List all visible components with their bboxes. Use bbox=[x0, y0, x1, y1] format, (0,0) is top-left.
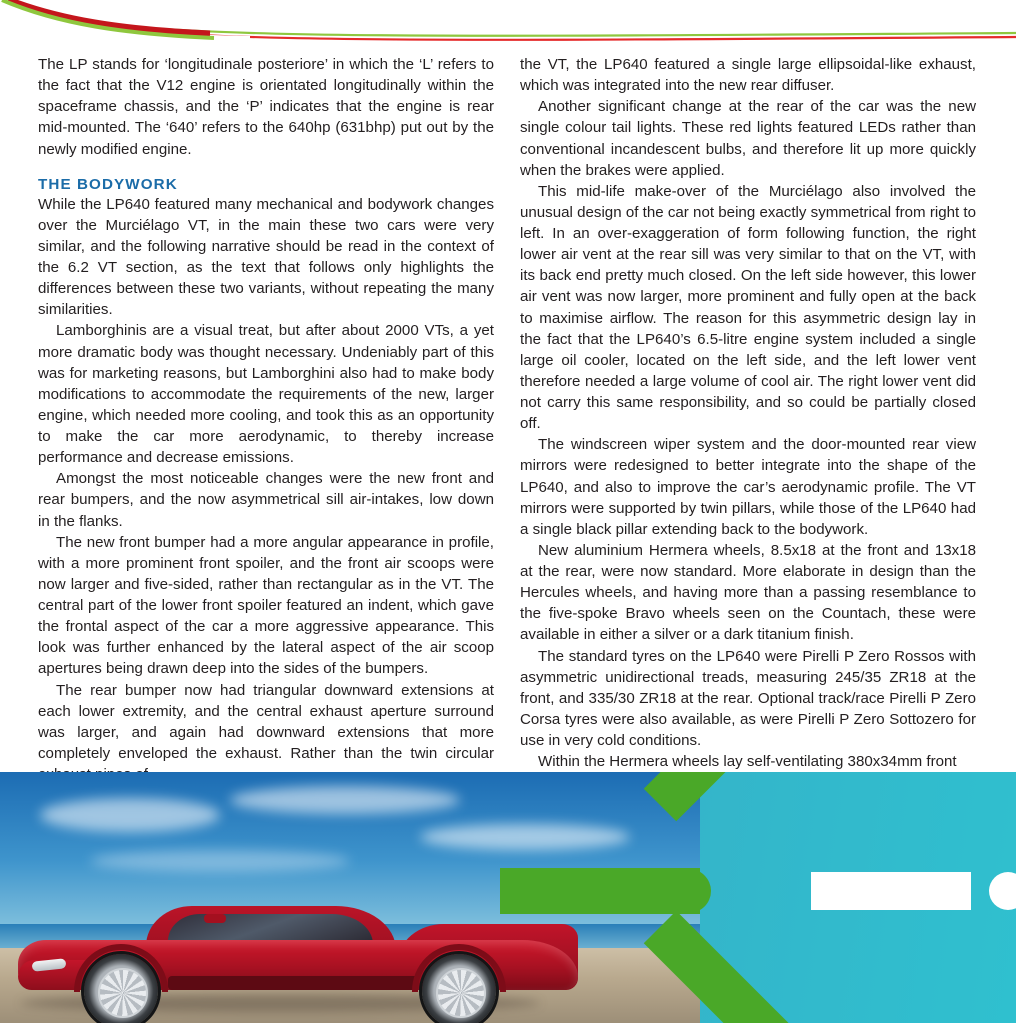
white-bar-graphic bbox=[811, 872, 971, 910]
paragraph: The standard tyres on the LP640 were Pirelli P Zero Rossos with asymmetric unidirectional treads, measuring 245/35 ZR18 at the front, and 335/30 ZR18 at the rear. Optional track/race Pirelli P Zero Corsa tyres were also available, as were Pirelli P Zero Sottozero for use in very cold conditions. bbox=[520, 647, 976, 749]
cloud bbox=[230, 786, 460, 814]
car-sill bbox=[168, 976, 418, 990]
cloud bbox=[420, 824, 630, 850]
green-chevron-upper bbox=[644, 772, 815, 821]
wheel-hub bbox=[98, 968, 148, 1018]
paragraph: the VT, the LP640 featured a single large ellipsoidal-like exhaust, which was integrated into the new rear diffuser. bbox=[520, 56, 976, 95]
paragraph: This mid-life make-over of the Murciélago also involved the unusual design of the car not being exactly symmetrical from right to left. In an over-exaggeration of form following function, the right lower air vent at the rear sill was very similar to that on the VT, with its back end pretty much closed. On the left side however, this lower air vent was now larger, more prominent and fully open at the back to maximise airflow. The reason for this asymmetric design lay in the fact that the LP640’s 6.5-litre engine system included a single large oil cooler, located on the left side, and the left lower vent therefore needed a large volume of cool air. The right lower vent did not carry this same responsibility, and so could be partially closed off. bbox=[520, 182, 976, 433]
right-column bbox=[520, 54, 976, 785]
paragraph: Another significant change at the rear of the car was the new single colour tail lights. These red lights featured LEDs rather than conventional incandescent bulbs, and therefore lit up more quickly when the brakes were applied. bbox=[520, 98, 976, 179]
car-photo bbox=[18, 890, 578, 1010]
paragraph: Amongst the most noticeable changes were the new front and rear bumpers, and the now asymmetrical sill air-intakes, low down in the flanks. bbox=[38, 470, 494, 530]
paragraph: Within the Hermera wheels lay self-ventilating 380x34mm front bbox=[538, 753, 957, 771]
paragraph: The windscreen wiper system and the door-mounted rear view mirrors were redesigned to better integrate into the shape of the LP640, and also to improve the car’s aerodynamic profile. The VT mirrors were supported by twin pillars, while those of the LP640 had a single black pillar extending back to the bodywork. bbox=[520, 436, 976, 538]
paragraph: The rear bumper now had triangular downward extensions at each lower extremity, and the central exhaust aperture surround was larger, and again had downward extensions that more completely enveloped the exhaust. Rather than the twin circular bbox=[38, 681, 494, 762]
wheel-front bbox=[84, 954, 158, 1023]
paragraph: While the LP640 featured many mechanical and bodywork changes over the Murciélago VT, in the main these two cars were very similar, and the following narrative should be read in the context of the 6.2 VT section, as the text that follows only highlights the differences between these two variants, without repeating the many similarities. bbox=[38, 195, 494, 319]
green-dot-graphic bbox=[667, 869, 711, 913]
paragraph: The LP stands for ‘longitudinale posteriore’ in which the ‘L’ refers to the fact that the V12 engine is orientated longitudinally within the spaceframe chassis, and the ‘P’ indicates that the engine is rear mid-mounted. The ‘640’ refers to the 640hp (631bhp) put out by the newly modified engine. bbox=[38, 56, 494, 158]
wheel-hub bbox=[436, 968, 486, 1018]
header-decoration bbox=[0, 0, 1016, 44]
paragraph: Lamborghinis are a visual treat, but after about 2000 VTs, a yet more dramatic body was thought necessary. Undeniably part of this was for marketing reasons, but Lamborghini also had to make body modifications to accommodate the requirements of the new, larger engine, which needed more cooling, and took this as an opportunity to make the car more aerodynamic, to thereby increase performance and decrease emissions. bbox=[38, 322, 494, 467]
wheel-rear bbox=[422, 954, 496, 1023]
cloud bbox=[40, 798, 220, 832]
article-body bbox=[0, 44, 1016, 772]
left-column bbox=[38, 54, 494, 785]
paragraph: The new front bumper had a more angular appearance in profile, with a more prominent front spoiler, and the front air scoops were now larger and five-sided, rather than rectangular as in the VT. The central part of the lower front spoiler featured an indent, which gave the frontal aspect of the car a more aggressive appearance. This look was further enhanced by the lateral aspect of the air scoop apertures being drawn deep into the sides of the bumpers. bbox=[38, 533, 494, 678]
cloud bbox=[90, 850, 350, 872]
section-heading: THE BODYWORK bbox=[38, 175, 178, 193]
car-mirror bbox=[204, 914, 226, 923]
photo-banner bbox=[0, 772, 1016, 1023]
paragraph: New aluminium Hermera wheels, 8.5x18 at the front and 13x18 at the rear, were now standard. More elaborate in design than the Hercules wheels, and having more than a passing resemblance to the five-spoke Bravo wheels seen on the Countach, these were available in either a silver or a dark titanium finish. bbox=[520, 541, 976, 644]
white-dot-graphic bbox=[989, 872, 1016, 910]
